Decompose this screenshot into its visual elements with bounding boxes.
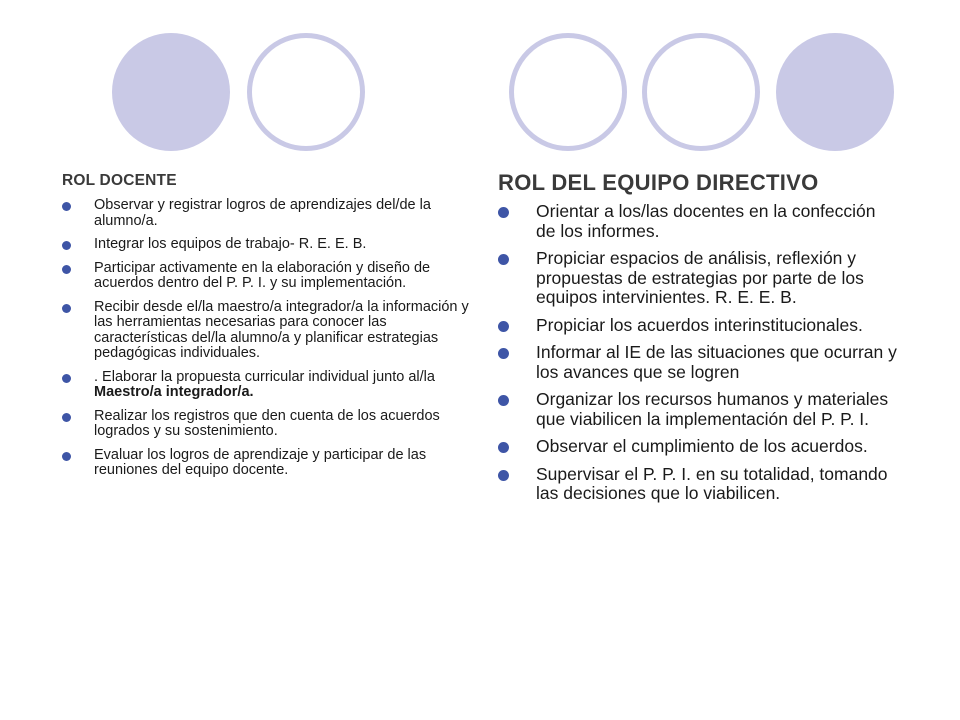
list-item xyxy=(498,249,898,308)
rol-equipo-directivo-column xyxy=(498,170,898,512)
bullet-icon xyxy=(62,304,71,313)
list-item xyxy=(498,202,898,241)
list-item xyxy=(62,237,470,253)
bullet-icon xyxy=(62,452,71,461)
rol-equipo-directivo-title: ROL DEL EQUIPO DIRECTIVO xyxy=(498,170,819,195)
decorative-circle-filled xyxy=(112,33,230,151)
list-item-text: Realizar los registros que den cuenta de los acuerdos logrados y su sostenimiento. xyxy=(94,407,440,439)
list-item-text: Recibir desde el/la maestro/a integrador/a la información y las herramientas necesarias para conocer las características del/la alumno/a y planificar estrategias pedagógicas individuales. xyxy=(94,298,469,361)
list-item-text: Integrar los equipos de trabajo- R. E. E. B. xyxy=(94,236,367,252)
bullet-icon xyxy=(498,442,509,453)
list-item xyxy=(498,437,898,457)
rol-docente-column xyxy=(62,172,470,487)
list-item xyxy=(62,370,470,401)
bullet-icon xyxy=(62,241,71,250)
bullet-icon xyxy=(498,348,509,359)
list-item-bold-text: Maestro/a integrador/a. xyxy=(94,384,254,400)
list-item-text: Observar el cumplimiento de los acuerdos. xyxy=(536,436,868,456)
list-item-text: Participar activamente en la elaboración y diseño de acuerdos dentro del P. P. I. y su implementación. xyxy=(94,259,431,291)
list-item-text: Organizar los recursos humanos y materiales que viabilicen la implementación del P. P. I. xyxy=(536,389,889,429)
list-item xyxy=(62,448,470,479)
list-item xyxy=(498,343,898,382)
bullet-icon xyxy=(62,265,71,274)
list-item-text: . Elaborar la propuesta curricular individual junto al/la xyxy=(94,368,435,385)
list-item xyxy=(62,409,470,440)
bullet-icon xyxy=(62,374,71,383)
list-item-text: Propiciar espacios de análisis, reflexión y propuestas de estrategias por parte de los equipos intervinientes. R. E. E. B. xyxy=(536,248,864,307)
rol-docente-title: ROL DOCENTE xyxy=(62,172,177,189)
bullet-icon xyxy=(498,321,509,332)
list-item-text: Informar al IE de las situaciones que ocurran y los avances que se logren xyxy=(536,342,897,382)
bullet-icon xyxy=(498,395,509,406)
bullet-icon xyxy=(498,254,509,265)
list-item-text: Orientar a los/las docentes en la confección de los informes. xyxy=(536,201,876,241)
bullet-icon xyxy=(498,470,509,481)
decorative-circle-ring xyxy=(642,33,760,151)
decorative-circle-ring xyxy=(509,33,627,151)
list-item xyxy=(62,300,470,362)
decorative-circle-ring xyxy=(247,33,365,151)
bullet-icon xyxy=(62,413,71,422)
bullet-icon xyxy=(498,207,509,218)
rol-equipo-directivo-list xyxy=(498,202,898,504)
list-item-text: Evaluar los logros de aprendizaje y participar de las reuniones del equipo docente. xyxy=(94,446,427,478)
list-item xyxy=(62,261,470,292)
list-item xyxy=(498,390,898,429)
list-item-text: Observar y registrar logros de aprendizajes del/de la alumno/a. xyxy=(94,197,431,229)
list-item-text: Propiciar los acuerdos interinstitucionales. xyxy=(536,314,863,335)
list-item xyxy=(498,316,898,336)
list-item xyxy=(62,198,470,229)
list-item-text: Supervisar el P. P. I. en su totalidad, tomando las decisiones que lo viabilicen. xyxy=(536,463,888,503)
bullet-icon xyxy=(62,202,71,211)
rol-docente-list xyxy=(62,198,470,479)
list-item xyxy=(498,465,898,504)
decorative-circle-filled xyxy=(776,33,894,151)
